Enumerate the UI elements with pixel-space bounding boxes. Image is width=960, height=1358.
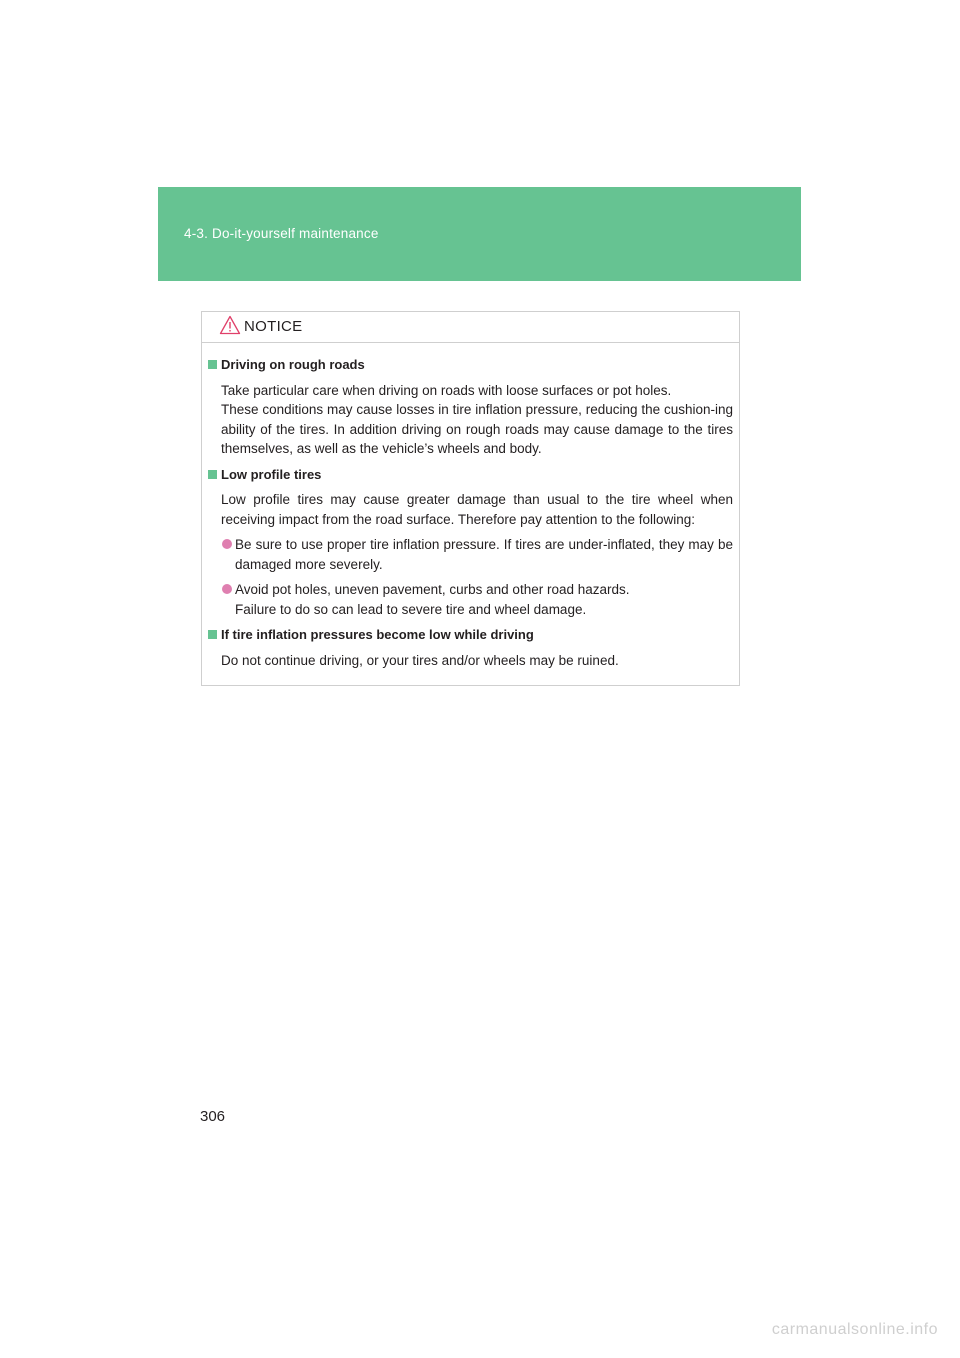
paragraph: Do not continue driving, or your tires and/or wheels may be ruined. xyxy=(221,652,619,668)
section-title: 4-3. Do-it-yourself maintenance xyxy=(184,226,379,241)
bullet-item: Avoid pot holes, uneven pavement, curbs and other road hazards. Failure to do so can lead to severe tire and wheel damage. xyxy=(235,580,733,619)
page-number: 306 xyxy=(200,1108,226,1125)
section-heading-rough-roads: Driving on rough roads xyxy=(202,355,733,375)
notice-box xyxy=(201,311,740,686)
notice-label: NOTICE xyxy=(244,318,303,335)
notice-header xyxy=(202,312,739,343)
section-heading-low-profile-tires: Low profile tires xyxy=(202,465,733,485)
bullet-item: Be sure to use proper tire inflation pressure. If tires are under-inflated, they may be damaged more severely. xyxy=(235,535,733,574)
warning-triangle-icon xyxy=(219,315,241,335)
round-bullet-icon xyxy=(222,584,232,594)
square-bullet-icon xyxy=(208,470,217,479)
paragraph: Take particular care when driving on roads with loose surfaces or pot holes. xyxy=(221,382,672,398)
section-header-band xyxy=(158,187,801,281)
paragraph: Low profile tires may cause greater damage than usual to the tire wheel when receiving impact from the road surface. Therefore pay attention to the following: xyxy=(221,492,733,527)
watermark: carmanualsonline.info xyxy=(771,1321,938,1338)
square-bullet-icon xyxy=(208,360,217,369)
section-heading-low-pressure: If tire inflation pressures become low while driving xyxy=(202,625,733,645)
round-bullet-icon xyxy=(222,539,232,549)
square-bullet-icon xyxy=(208,630,217,639)
paragraph: These conditions may cause losses in tire inflation pressure, reducing the cushion-ing ability of the tires. In addition driving on rough roads may cause damage to the tires themselves, as well as the vehicle’s wheels and body. xyxy=(221,402,733,456)
notice-body xyxy=(202,343,739,670)
